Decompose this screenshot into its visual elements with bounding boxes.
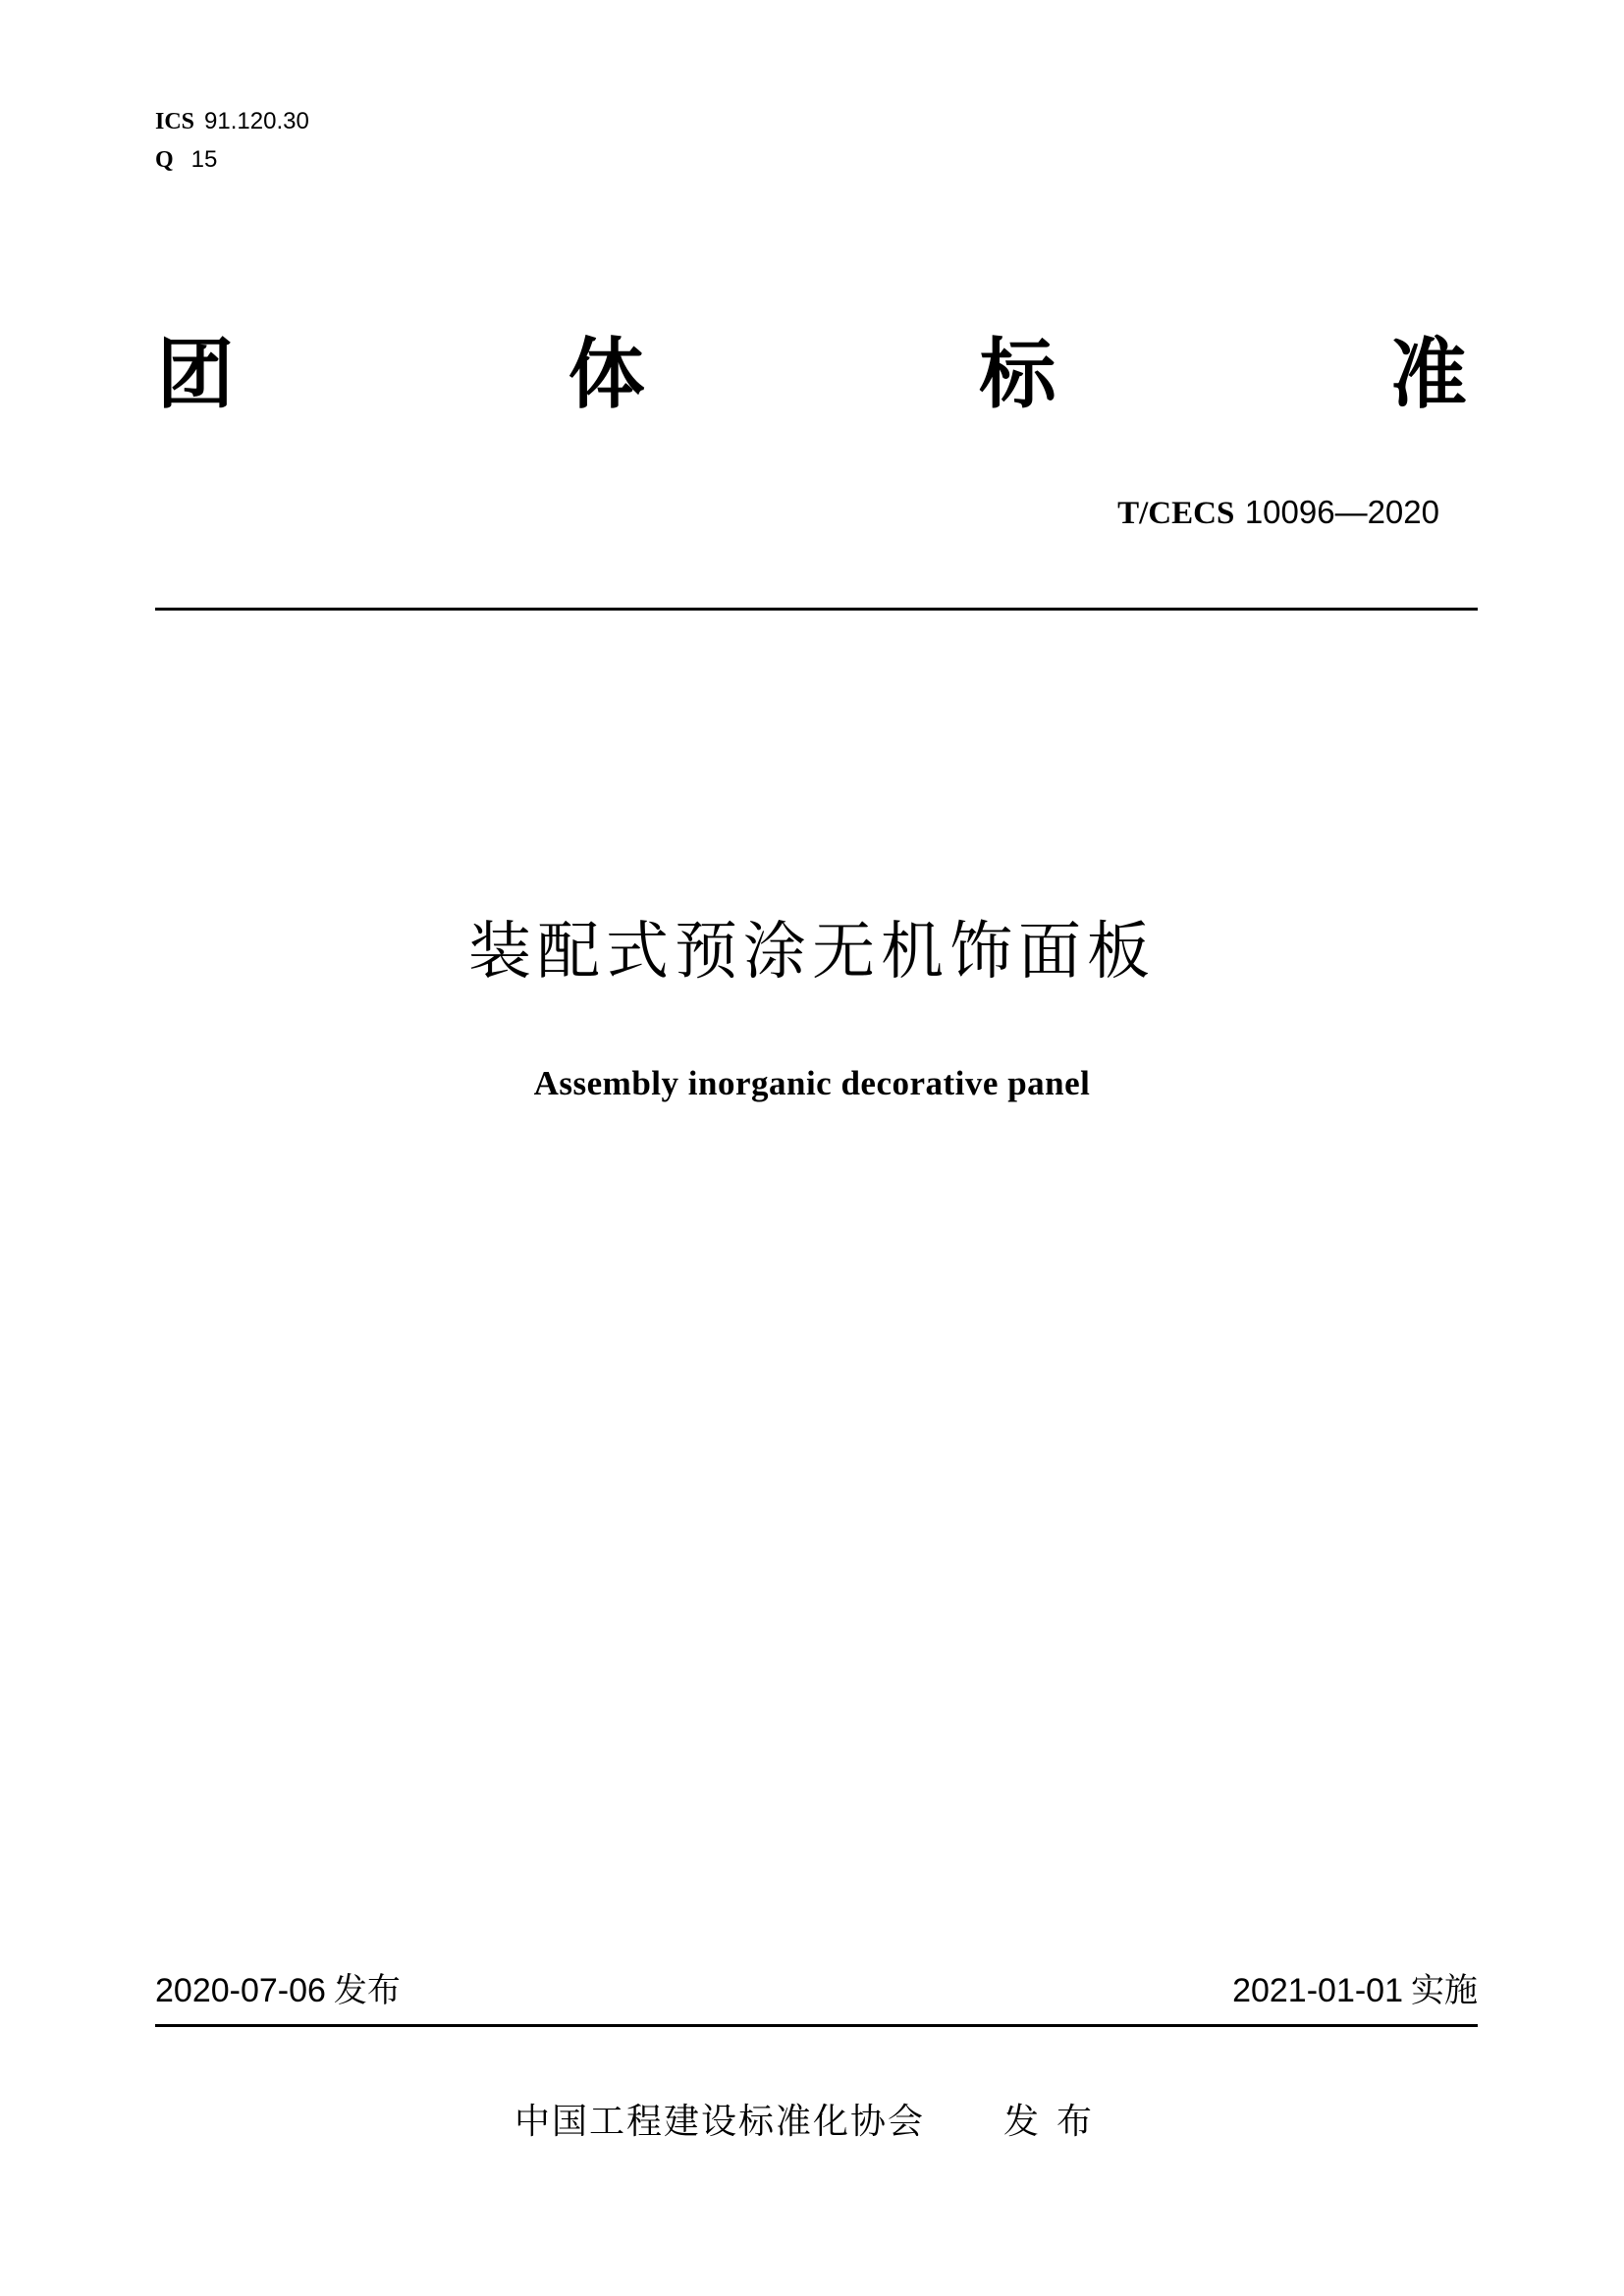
implement-date: 2021-01-01 [1232, 1972, 1403, 2009]
issue-label: 发布 [333, 1971, 401, 2010]
date-row [155, 1969, 1478, 2012]
ics-label: ICS [155, 109, 195, 134]
ccs-code: 15 [190, 146, 218, 173]
ccs-label: Q [155, 147, 174, 173]
standard-type-char-3: 标 [979, 331, 1056, 419]
standard-code-number: 10096—2020 [1244, 494, 1439, 530]
standard-type-char-4: 准 [1389, 331, 1467, 419]
issue-date-block [155, 1969, 401, 2012]
document-title-chinese: 装配式预涂无机饰面板 [468, 916, 1156, 988]
publisher-organization: 中国工程建设标准化协会 [514, 2102, 925, 2142]
issue-date: 2020-07-06 [155, 1972, 326, 2009]
ics-code: 91.120.30 [204, 108, 309, 134]
document-title-english: Assembly inorganic decorative panel [533, 1064, 1091, 1102]
classification-block [155, 102, 309, 179]
standard-type-char-1: 团 [157, 331, 235, 419]
publisher-action: 发布 [1003, 2102, 1110, 2142]
footer-divider [155, 2024, 1478, 2027]
ics-row [155, 102, 309, 140]
standard-code-prefix: T/CECS [1117, 496, 1235, 531]
standard-type-char-2: 体 [568, 331, 645, 419]
publisher-line [0, 2099, 1624, 2146]
header-divider [155, 608, 1478, 611]
ccs-row [155, 140, 309, 179]
implement-label: 实施 [1411, 1971, 1478, 2010]
standard-code [1117, 493, 1439, 533]
implement-date-block [1232, 1969, 1478, 2012]
standard-type-heading [157, 328, 1467, 422]
